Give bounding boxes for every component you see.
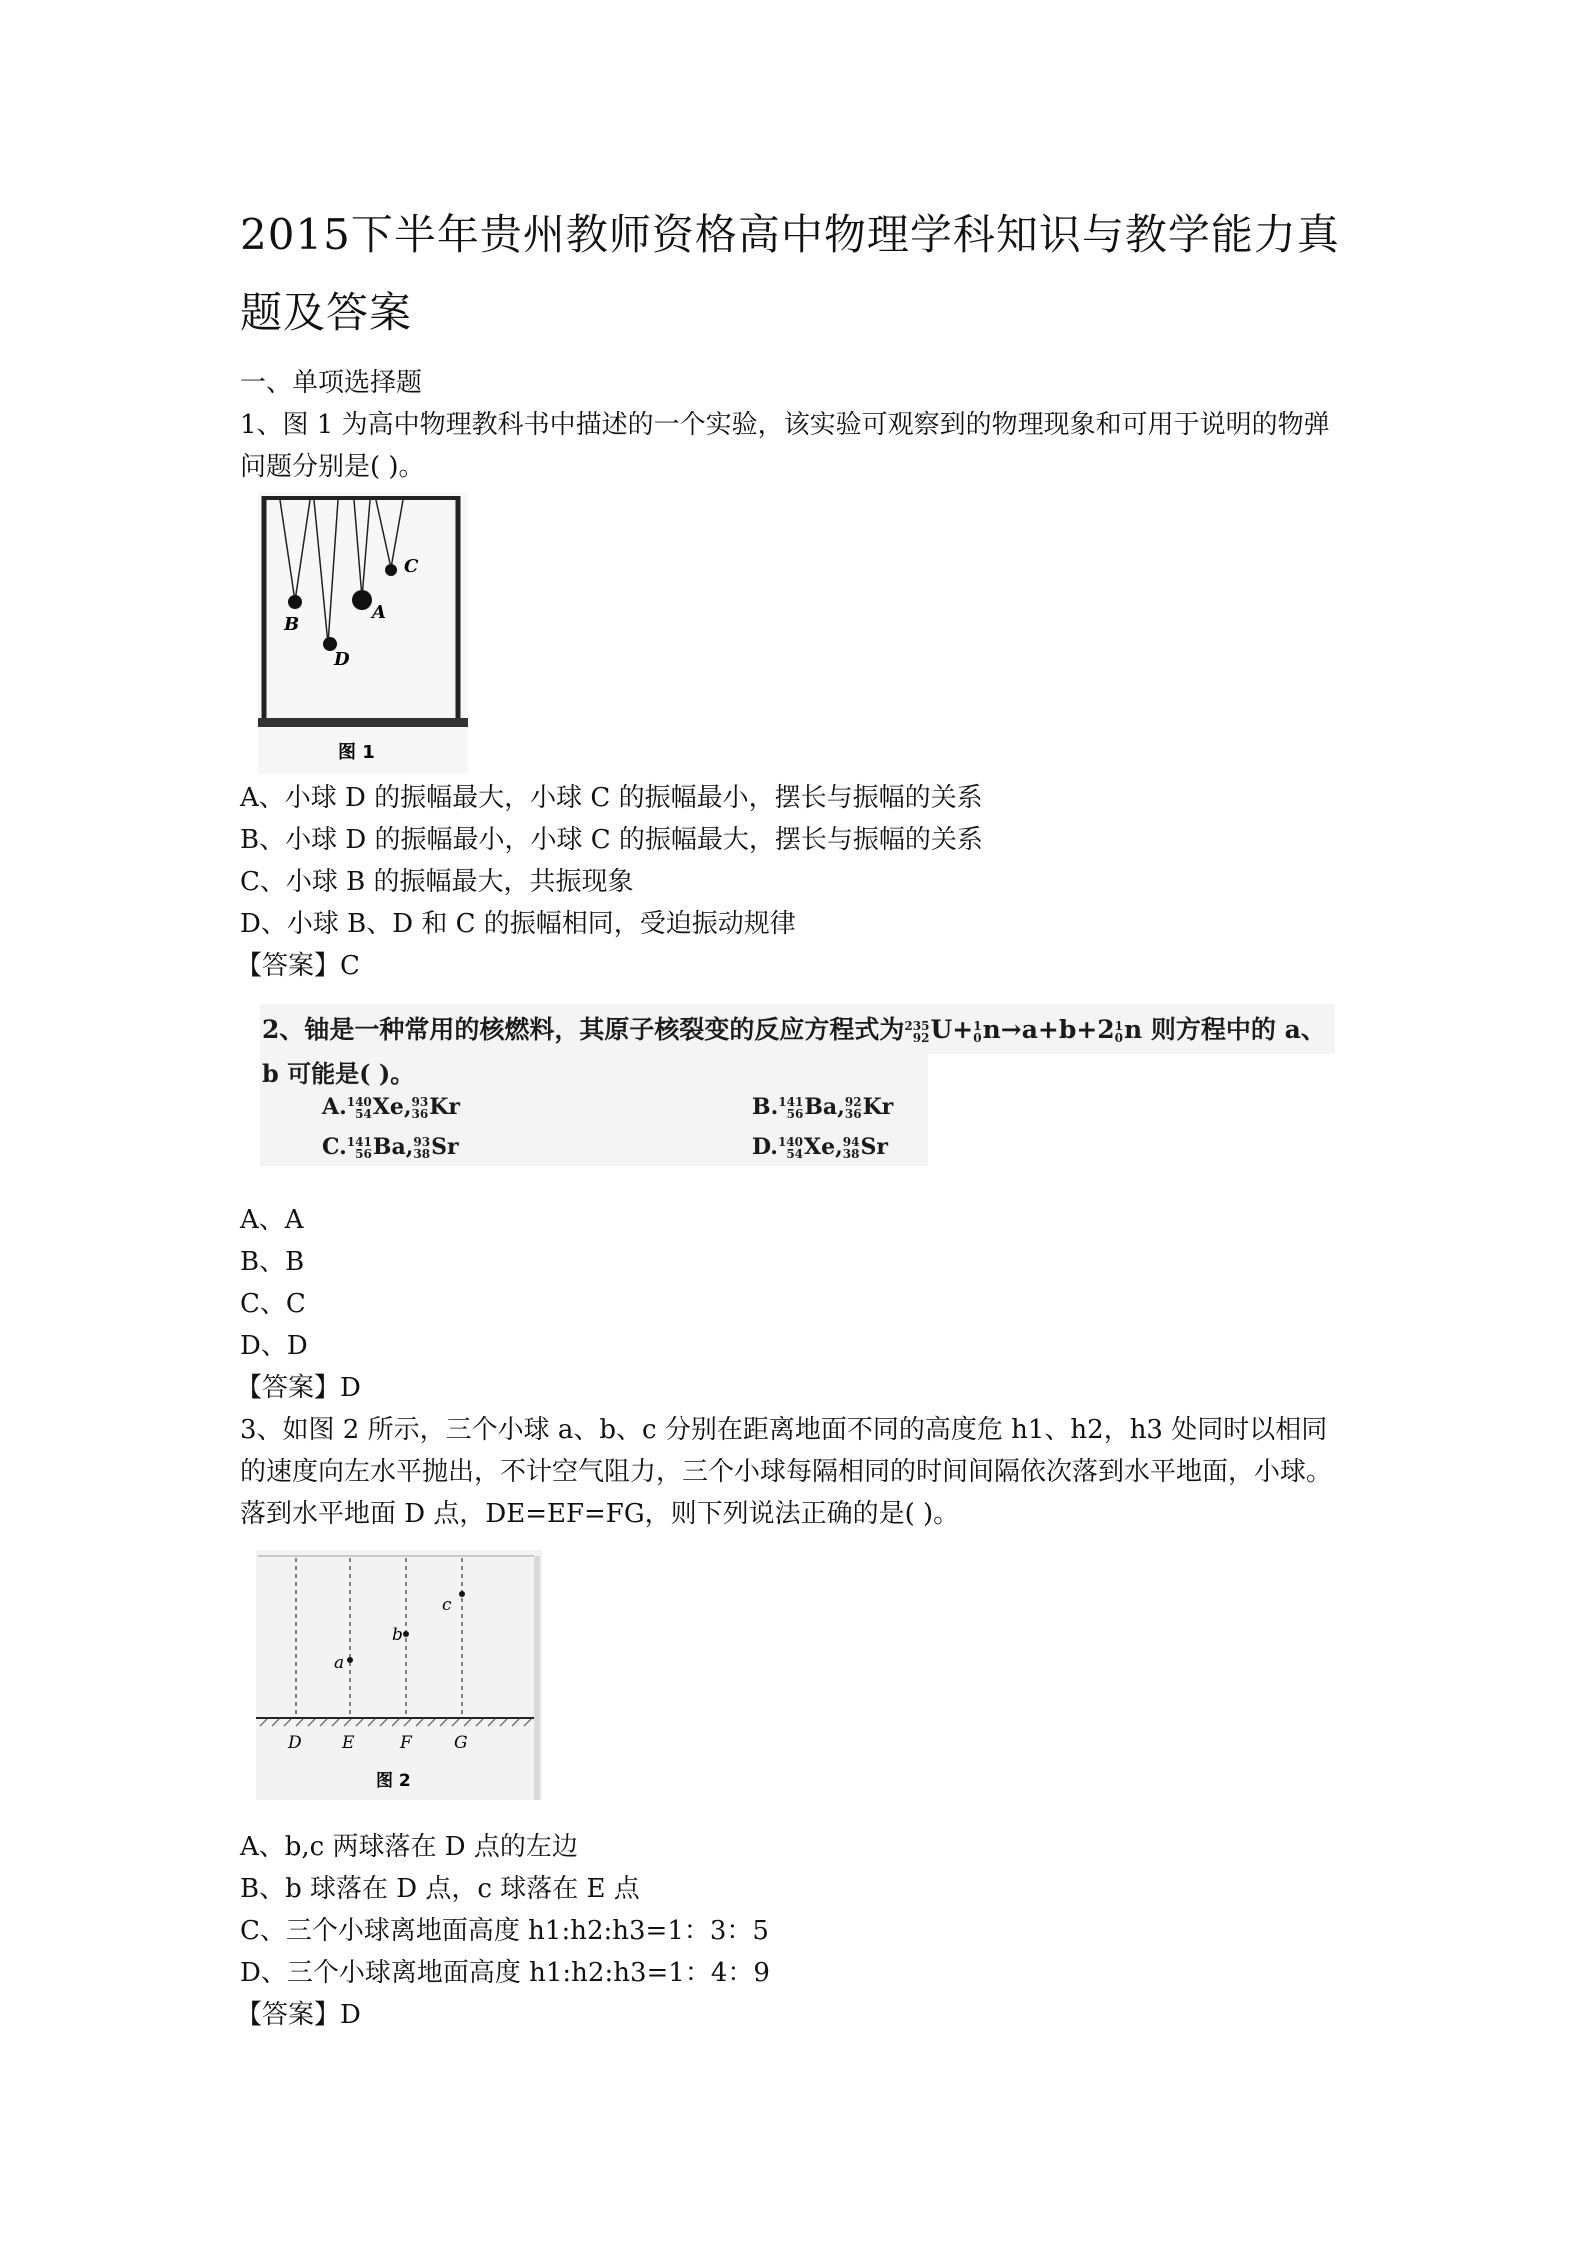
fig1-label-d: D [334,649,350,670]
q2-scan-d-z2: 38 [842,1147,860,1161]
fig2-label-F: F [400,1733,412,1753]
fig2-label-b: b [392,1625,403,1645]
figure-2-projectiles [256,1550,542,1800]
q2-stem-text: 2、铀是一种常用的核燃料，其原子核裂变的反应方程式为 [262,1015,905,1044]
q3-option-a: A、b,c 两球落在 D 点的左边 [240,1832,578,1862]
q2-scan-a-el1: Xe [372,1094,404,1120]
fig2-label-G: G [454,1733,468,1753]
q2-u-mass: 235 [904,1018,930,1033]
q2-u-iso [904,1020,929,1044]
fig2-label-c: c [442,1595,452,1615]
q2-option-a: A、A [240,1205,304,1235]
fig2-label-D: D [288,1733,302,1753]
q2-n2-mass: 1 [1114,1018,1124,1033]
q2-scan-b-el2: Kr [862,1094,894,1120]
fig1-label-c: C [404,556,419,577]
q1-option-b: B、小球 D 的振幅最小，小球 C 的振幅最大，摆长与振幅的关系 [240,825,983,855]
q2-scan-b-iso2 [845,1096,862,1120]
q2-scan-b-z1: 56 [786,1107,804,1121]
q1-stem: 1、图 1 为高中物理教科书中描述的一个实验，该实验可观察到的物理现象和可用于说明的物弹问题分别是( )。 [240,410,1330,482]
q2-scan-d-iso2 [843,1136,860,1160]
q2-scan-d-el2: Sr [860,1134,888,1160]
q2-scan-c-el2: Sr [431,1134,459,1160]
q2-option-b: B、B [240,1247,305,1277]
q2-scan-b-el1: Ba [804,1094,838,1120]
fig1-label-b: B [284,614,300,635]
q2-scan-a-iso2 [412,1096,429,1120]
fig2-label-E: E [342,1733,355,1753]
section-heading: 一、单项选择题 [240,368,423,398]
fig1-label-a: A [372,602,386,623]
q2-end: n 则方程中的 a、 [1124,1015,1326,1044]
q2-scan-a-el2: Kr [429,1094,460,1120]
q2-scan-option-b: B. 141 56 Ba, 92 36 Kr [752,1094,894,1121]
q3-option-d: D、三个小球离地面高度 h1:h2:h3=1：4：9 [240,1958,770,1988]
q2-scan-d-m2: 94 [842,1135,860,1149]
q2-answer: 【答案】D [236,1373,361,1403]
q2-n2-iso [1115,1020,1123,1044]
q1-option-d: D、小球 B、D 和 C 的振幅相同，受迫振动规律 [240,909,796,939]
q2-option-c: C、C [240,1289,306,1319]
q2-option-d: D、D [240,1331,308,1361]
q2-scan-b-iso1 [778,1096,803,1120]
q2-scan-c-m1: 141 [346,1135,372,1149]
q2-scan-d-label: D. [752,1134,778,1160]
fig2-caption: 图 2 [376,1771,411,1791]
q2-scan-option-d: D. 140 54 Xe, 94 38 Sr [752,1134,888,1161]
q2-scan-b-z2: 36 [844,1107,862,1121]
q2-scan-a-m2: 93 [411,1095,429,1109]
q2-scan-b-m2: 92 [844,1095,862,1109]
q1-option-c: C、小球 B 的振幅最大，共振现象 [240,867,634,897]
q2-scan-c-m2: 93 [413,1135,431,1149]
q3-stem: 3、如图 2 所示，三个小球 a、b、c 分别在距离地面不同的高度危 h1、h2，h3 处同时以相同的速度向左水平抛出，不计空气阻力，三个小球每隔相同的时间间隔依次落到水平地面，小球。落到水平地面 D 点，DE=EF=FG，则下列说法正确的是( )。 [240,1415,1333,1529]
fig1-caption: 图 1 [338,742,375,763]
q2-u-num: 92 [912,1030,930,1045]
q2-scan-a-z1: 54 [355,1107,372,1121]
q2-scan-d-iso1 [778,1136,803,1160]
q2-scan-c-z1: 56 [355,1147,372,1161]
q2-scan-option-c: C. 141 56 Ba, 93 38 Sr [322,1134,459,1161]
q2-scan-a-iso1 [347,1096,372,1120]
q2-scan-c-label: C. [322,1134,347,1160]
q2-scan-a-label: A. [322,1094,347,1120]
q2-scan-d-m1: 140 [777,1135,804,1149]
fig2-label-a: a [334,1653,345,1673]
q2-scan-d-z1: 54 [786,1147,804,1161]
q2-scan-c-z2: 38 [413,1147,431,1161]
q1-option-a: A、小球 D 的振幅最大，小球 C 的振幅最小，摆长与振幅的关系 [240,783,983,813]
q2-scan-c-iso1 [347,1136,372,1160]
q2-scan-b-m1: 141 [778,1095,804,1109]
q2-stem-line1 [262,1010,1326,1046]
q2-n-iso [973,1020,981,1044]
q2-scan-d-el1: Xe [804,1134,836,1160]
q3-option-c: C、三个小球离地面高度 h1:h2:h3=1：3：5 [240,1916,769,1946]
document-title: 2015下半年贵州教师资格高中物理学科知识与教学能力真题及答案 [240,210,1340,337]
q2-scan-a-z2: 36 [411,1107,429,1121]
q3-answer: 【答案】D [236,2000,361,2030]
q2-mid: n→a+b+2 [982,1015,1115,1044]
q2-scan-c-iso2 [413,1136,430,1160]
q1-answer: 【答案】C [236,951,360,981]
q2-scan-a-m1: 140 [346,1095,372,1109]
q2-n-num: 0 [973,1030,982,1045]
q2-scan-c-el1: Ba [372,1134,406,1160]
q2-scan-option-a: A. 140 54 Xe, 93 36 Kr [322,1094,460,1121]
figure-1-pendulums [258,492,468,774]
q2-scan-b-label: B. [752,1094,779,1120]
q2-u: U+ [930,1015,974,1044]
q2-n2-num: 0 [1114,1030,1124,1045]
q2-n-mass: 1 [973,1018,982,1033]
q3-option-b: B、b 球落在 D 点，c 球落在 E 点 [240,1874,640,1904]
q2-stem-line2: b 可能是( )。 [262,1059,415,1088]
